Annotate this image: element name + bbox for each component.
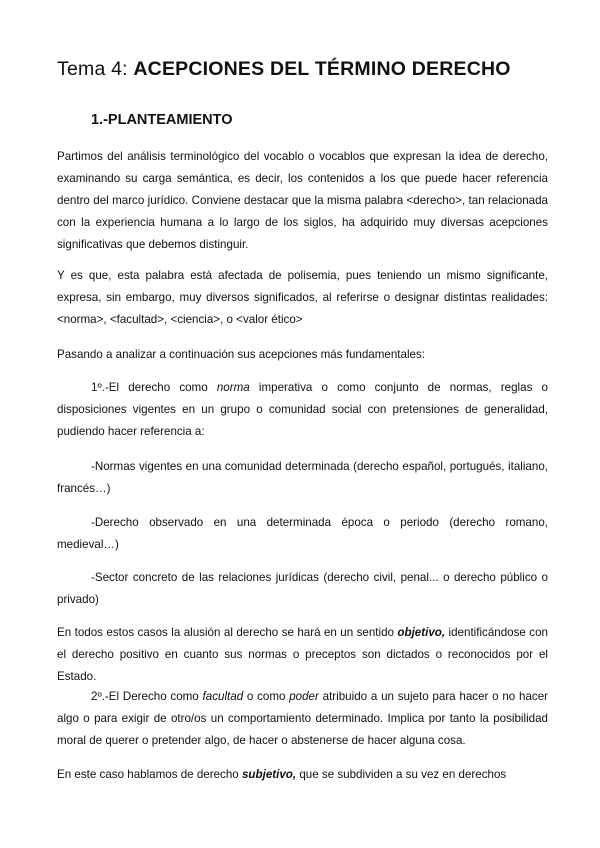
paragraph-intro: Partimos del análisis terminológico del vocablo o vocablos que expresan la idea de derecho, examinando su carga semántica, es decir, los contenidos a los que puede hacer referencia dentro del marco jurídico. Conviene destacar que la misma palabra <derecho>, tan relacionada con la experiencia humana a lo largo de los siglos, ha adquirido muy diversas acepciones significativas que debemos distinguir. [57,150,548,251]
emphasis-facultad: facultad [202,690,244,703]
text-run: atribuido a un sujeto para hacer o no hacer algo o para exigir de otro/os un comportamiento determinado. Implica por tanto la posibilidad moral de querer o pretender algo, de hacer o abstenerse de hacer alguna cosa. [57,690,548,747]
paragraph-facultad [57,686,548,752]
emphasis-subjetivo: subjetivo, [241,768,297,781]
text-run: En este caso hablamos de derecho [57,768,242,781]
paragraph-subjetivo [57,764,548,786]
paragraph-norma [57,377,548,443]
title-prefix: Tema 4: [57,58,134,80]
text-run: 1º.-El derecho como [91,381,217,394]
document-title [57,58,577,81]
text-run: 2º.-El Derecho como [91,690,203,703]
emphasis-poder: poder [289,690,319,703]
list-item-normas-vigentes: -Normas vigentes en una comunidad determinada (derecho español, portugués, italiano, francés…) [57,460,548,495]
text-run: imperativa o como conjunto de normas, reglas o disposiciones vigentes en un grupo o comunidad social con pretensiones de generalidad, pudiendo hacer referencia a: [57,381,549,438]
emphasis-objetivo: objetivo, [397,626,446,639]
list-item-derecho-observado: -Derecho observado en una determinada época o periodo (derecho romano, medieval…) [57,516,548,551]
text-run: En todos estos casos la alusión al derecho se hará en un sentido [57,626,398,639]
text-run: identificándose con el derecho positivo en cuanto sus normas o preceptos son dictados o reconocidos por el Estado. [57,626,548,683]
section-heading: 1.-PLANTEAMIENTO [91,112,233,128]
paragraph-objetivo [57,622,548,688]
text-run: que se subdividen a su vez en derechos [296,768,507,781]
text-run: o como [243,690,290,703]
emphasis-norma: norma [216,381,250,394]
paragraph-acepciones-intro: Pasando a analizar a continuación sus acepciones más fundamentales: [57,348,426,361]
title-main: ACEPCIONES DEL TÉRMINO DERECHO [133,58,511,80]
paragraph-polisemia: Y es que, esta palabra está afectada de polisemia, pues teniendo un mismo significante, expresa, sin embargo, muy diversos significados, al referirse o designar distintas realidades: <norma>, <facultad>, <ciencia>, o <valor ético> [57,269,548,326]
list-item-sector-concreto: -Sector concreto de las relaciones jurídicas (derecho civil, penal... o derecho público o privado) [57,571,548,606]
